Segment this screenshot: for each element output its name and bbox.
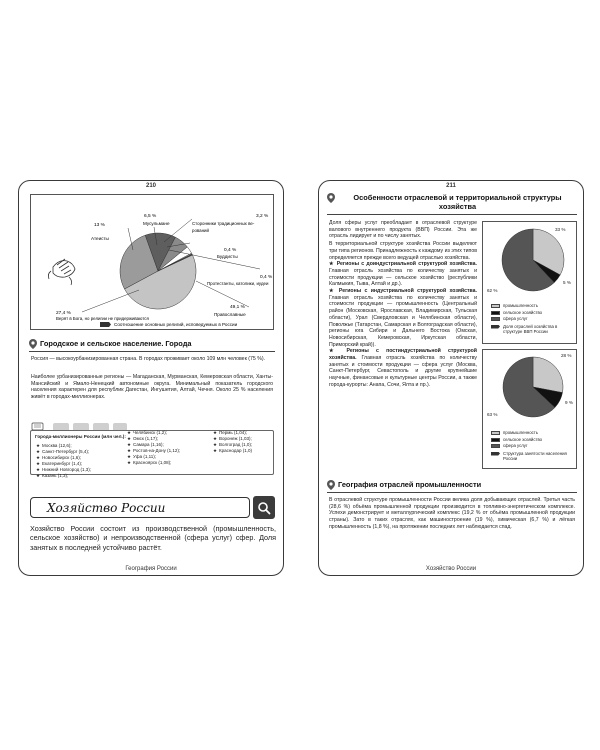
gdp-pie-box bbox=[482, 221, 577, 344]
label-buddhists: Буддисты bbox=[217, 254, 238, 259]
cities-title: Города-миллионеры России (млн чел.): bbox=[35, 434, 126, 439]
paragraph-region-industrial: ★ Регионы с индустриальной структурой хозяйства. Главная отрасль хозяйства по количеству занятых и стоимости продукции — промышленность (Центральный район (Московская, Ярославская, Владимирская, Тульская области), Урал (Свердловская и Челябинская области), Поволжье (Татарстан, Самарская и Волгоградская области), регионы юга Сибири и Дальнего Востока (Омская, Новосибирская, Кемеровская, Иркутская области, Приморский край)). bbox=[329, 288, 477, 348]
pct-buddhists: 0,4 % bbox=[224, 248, 237, 253]
gdp-legend bbox=[491, 303, 565, 334]
list-item: ★ Волгоград (1,0); bbox=[213, 442, 253, 447]
pct-traditional: 3,2 % bbox=[256, 214, 269, 219]
section-header-industry bbox=[327, 480, 577, 490]
economy-text: Хозяйство России состоит из производственной (промышленность, сельское хозяйство) и непроизводственной (сфера услуг) сфер. Доля занятых в последней устойчиво растёт. bbox=[30, 524, 276, 552]
header-divider bbox=[29, 351, 275, 352]
cities-col-3 bbox=[213, 430, 252, 454]
label-atheists: Атеисты bbox=[91, 236, 109, 241]
left-page bbox=[18, 180, 284, 576]
pct-protestants: 0,4 % bbox=[260, 275, 273, 280]
list-item: ★ Краснодар (1,0) bbox=[213, 448, 252, 453]
location-pin-icon bbox=[29, 339, 37, 349]
paragraph-region-preindustrial: ★ Регионы с доиндустриальной структурой хозяйства. Главная отрасль хозяйства по количеству занятых и стоимости продукции — сельское хозяйство (республики Калмыкия, Тыва, Алтай и др.). bbox=[329, 261, 477, 288]
search-icon bbox=[257, 501, 271, 515]
paragraph-region-postindustrial: ★ Регионы с постиндустриальной структурой хозяйства. Главная отрасль хозяйства по количеству занятых и стоимости продукции — сфера услуг (Москва, Санкт-Петербург, Севастополь и другие крупнейшие научные, финансовые и культурные центры России, а также города-курорты: Анапа, Сочи, Ялта и пр.). bbox=[329, 348, 477, 388]
emp-pct-industry: 28 % bbox=[561, 353, 572, 358]
label-orthodox: Православные bbox=[214, 312, 246, 317]
pct-atheists: 13 % bbox=[94, 223, 105, 228]
list-item: ★ Санкт-Петербург (5,4); bbox=[36, 449, 90, 454]
legend-item: промышленность bbox=[491, 430, 569, 437]
employment-legend bbox=[491, 430, 569, 461]
cities-col-2 bbox=[127, 430, 180, 472]
structure-text bbox=[329, 220, 477, 389]
emp-pct-agriculture: 9 % bbox=[565, 400, 573, 405]
cities-col-1 bbox=[36, 443, 91, 479]
employment-slices bbox=[503, 357, 563, 417]
page-number: 210 bbox=[145, 183, 156, 189]
label-believers: Верят в Бога, но религии не придерживаются bbox=[56, 316, 149, 321]
gdp-slices bbox=[502, 229, 564, 291]
label-traditional-1: Сторонники традиционных ве- bbox=[192, 221, 255, 226]
employment-caption: Структура занятости населения России bbox=[491, 451, 569, 461]
list-item: ★ Новосибирск (1,6); bbox=[36, 455, 81, 460]
religion-caption: Соотношение основных религий, исповедуемых в России bbox=[114, 322, 238, 327]
list-item: ★ Челябинск (1,2); bbox=[127, 430, 168, 435]
label-traditional-2: рований bbox=[192, 228, 209, 233]
paragraph-gdp: Доля сферы услуг преобладает в отраслевой структуре валового внутреннего продукта (ВВП) России. Эта же отрасль лидирует и по числу занятых. bbox=[329, 220, 477, 240]
gdp-pct-industry: 33 % bbox=[555, 227, 566, 232]
header-divider bbox=[327, 214, 577, 215]
list-item: ★ Екатеринбург (1,4); bbox=[36, 461, 83, 466]
search-button[interactable] bbox=[253, 496, 275, 519]
list-item: ★ Москва (12,6); bbox=[36, 443, 72, 448]
cities-card bbox=[30, 430, 274, 478]
label-protestants: Протестанты, католики, иудеи bbox=[207, 281, 269, 286]
list-item: ★ Казань (1,3); bbox=[36, 473, 69, 478]
caption-marker bbox=[100, 322, 111, 327]
page-number: 211 bbox=[446, 183, 456, 189]
list-item: ★ Красноярск (1,08); bbox=[127, 460, 172, 465]
pct-muslims: 6,5 % bbox=[144, 214, 157, 219]
page-footer: География России bbox=[125, 566, 177, 572]
praying-hands-icon bbox=[48, 259, 75, 285]
list-item: ★ Омск (1,17); bbox=[127, 436, 159, 441]
gdp-pct-services: 62 % bbox=[487, 288, 498, 293]
list-item: ★ Воронеж (1,03); bbox=[213, 436, 252, 441]
section-header-structure bbox=[327, 193, 577, 211]
gdp-pct-agriculture: 5 % bbox=[563, 280, 571, 285]
industry-text: В отраслевой структуре промышленности России велика доля добывающих отраслей. Третья часть (28,6 %) объёма промышленной продукции производится в топливно-энергетическом комплексе. Успехи демонстрирует и металлургический комплекс (19,2 % от объёма промышленной продукции страны). Зато в таких отраслях, как машиностроение (19 %), химическая (6,7 %) и лёгкая промышленность (1,8 %), на протяжении последних лет наблюдается спад. bbox=[329, 497, 575, 530]
location-pin-icon bbox=[327, 480, 335, 490]
religion-slices bbox=[120, 233, 196, 309]
legend-item: сфера услуг bbox=[491, 443, 569, 450]
list-item: ★ Пермь (1,04); bbox=[213, 430, 247, 435]
section-title-industry: География отраслей промышленности bbox=[338, 480, 482, 489]
location-pin-icon bbox=[327, 193, 335, 203]
label-muslims: Мусульмане bbox=[143, 221, 170, 226]
legend-item: сельское хозяйство bbox=[491, 437, 569, 444]
legend-item: сфера услуг bbox=[491, 316, 565, 323]
paragraph-regions-types: В территориальной структуре хозяйства России выделяют три типа регионов. Принадлежность к каждому из этих типов определяется прежде всего ведущей отраслью хозяйства. bbox=[329, 241, 477, 261]
pct-believers: 27,4 % bbox=[56, 311, 71, 316]
section-header-cities bbox=[29, 339, 273, 349]
paragraph-urbanization: Россия — высокоурбанизированная страна. В городах проживает около 109 млн человек (75 %). bbox=[31, 356, 265, 362]
list-item: ★ Нижний Новгород (1,3); bbox=[36, 467, 92, 472]
legend-item: промышленность bbox=[491, 303, 565, 310]
pct-orthodox: 49,1 % bbox=[230, 305, 245, 310]
right-page bbox=[318, 180, 584, 576]
employment-slice-0 bbox=[533, 357, 563, 393]
legend-item: сельское хозяйство bbox=[491, 310, 565, 317]
economy-title-bar bbox=[30, 497, 250, 518]
emp-pct-services: 63 % bbox=[487, 412, 498, 417]
section-title-structure: Особенности отраслевой и территориальной структуры хозяйства bbox=[353, 193, 562, 211]
paragraph-regions: Наиболее урбанизированные регионы — Магаданская, Мурманская, Кемеровская области, Ханты-Мансийский и Ямало-Ненецкий автономные округа. Минимальный показатель городского населения характерен для республик Дагестан, Ингушетия, Алтай, Чечня. Около 25 % населения живёт в городах-миллионерах. bbox=[31, 374, 273, 401]
employment-pie-box bbox=[482, 349, 577, 469]
list-item: ★ Самара (1,16); bbox=[127, 442, 164, 447]
religion-pie-svg bbox=[31, 195, 275, 331]
religion-chart bbox=[30, 194, 274, 330]
header-divider bbox=[327, 492, 577, 493]
list-item: ★ Уфа (1,11); bbox=[127, 454, 157, 459]
economy-title: Хозяйство России bbox=[47, 500, 166, 515]
section-title-cities: Городское и сельское население. Города bbox=[40, 339, 192, 348]
gdp-caption: Доля отраслей хозяйства в структуре ВВП России bbox=[491, 324, 565, 334]
page-footer: Хозяйство России bbox=[425, 566, 477, 572]
list-item: ★ Ростов-на-Дону (1,12); bbox=[127, 448, 181, 453]
